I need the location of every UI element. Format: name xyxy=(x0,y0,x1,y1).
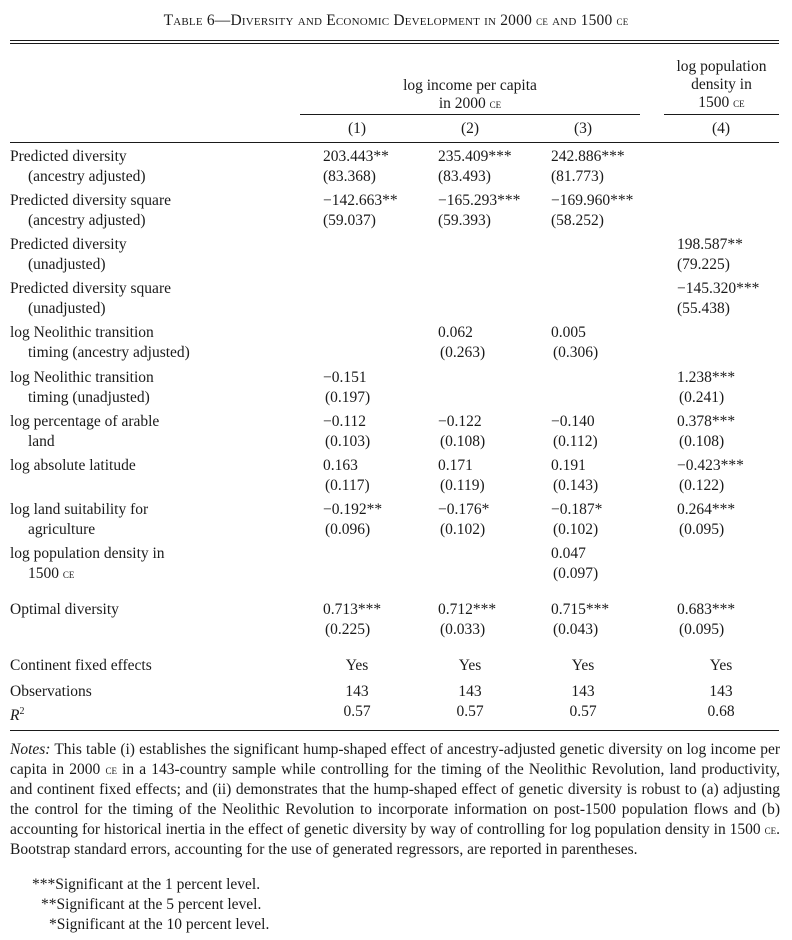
sig-note-10: *Significant at the 10 percent level. xyxy=(49,916,270,933)
row-label-line2: (unadjusted) xyxy=(28,256,106,273)
table-cell xyxy=(323,147,433,187)
header-group2-line1: log population xyxy=(676,58,767,75)
table-cell xyxy=(677,235,787,275)
table-cell xyxy=(438,323,548,363)
coefficient: 235.409*** xyxy=(438,148,512,165)
row-label-line2: (ancestry adjusted) xyxy=(28,212,146,229)
row-label-line2: timing (unadjusted) xyxy=(28,389,150,406)
coefficient: −0.192** xyxy=(323,501,383,518)
row-label-line1: log percentage of arable xyxy=(10,413,160,430)
coefficient: 0.062 xyxy=(438,324,473,341)
coefficient: 0.713*** xyxy=(323,601,382,618)
std-error: (0.095) xyxy=(679,621,725,638)
std-error: (0.102) xyxy=(440,521,486,538)
row-label xyxy=(10,235,127,275)
bottom-rule xyxy=(10,730,779,731)
coefficient: −0.122 xyxy=(438,413,482,430)
table-cell xyxy=(438,147,548,187)
table-cell xyxy=(438,456,548,496)
notes-text: This table (i) establishes the significant hump-shaped effect of ancestry-adjusted genetic diversity on log income per capita in 2000 ce in a 143-country sample while controlling for the timing of the Neolithic Revolution, land productivity, and continent fixed effects; and (ii) demonstrates that the hump-shaped effect of genetic diversity is robust to (a) adjusting the control for the timing of the Neolithic Revolution to incorporate information on post-1500 population flows and (b) accounting for historical inertia in the effect of genetic diversity by way of controlling for log population density in 1500 ce. Bootstrap standard errors, accounting for the use of generated regressors, are reported in parentheses. xyxy=(10,741,780,858)
row-label xyxy=(10,191,171,231)
footer-cell: 0.57 xyxy=(343,703,371,720)
row-label xyxy=(10,368,154,408)
coefficient: 198.587** xyxy=(677,236,743,253)
row-label xyxy=(10,279,171,319)
table-cell xyxy=(677,368,787,408)
row-label-line1: log absolute latitude xyxy=(10,457,136,474)
std-error: (0.108) xyxy=(679,433,725,450)
header-rule xyxy=(10,142,779,143)
std-error: (0.263) xyxy=(440,344,486,361)
std-error: (0.102) xyxy=(553,521,599,538)
row-label-line1: log Neolithic transition xyxy=(10,369,154,386)
coefficient: −0.176* xyxy=(438,501,490,518)
coefficient: 0.712*** xyxy=(438,601,497,618)
col-header-4: (4) xyxy=(711,120,731,137)
table-cell xyxy=(323,191,433,231)
footer-row-label: Continent fixed effects xyxy=(10,657,152,674)
footer-cell: 143 xyxy=(458,683,482,700)
std-error: (0.108) xyxy=(440,433,486,450)
table-cell xyxy=(677,500,787,540)
row-label-line2: land xyxy=(28,433,55,450)
std-error: (0.103) xyxy=(325,433,371,450)
row-label xyxy=(10,456,136,476)
coefficient: 0.047 xyxy=(551,545,586,562)
std-error: (0.033) xyxy=(440,621,486,638)
row-label-line1: log Neolithic transition xyxy=(10,324,154,341)
table-cell xyxy=(323,412,433,452)
coefficient: 0.264*** xyxy=(677,501,736,518)
std-error: (0.117) xyxy=(325,477,370,494)
table-cell xyxy=(323,500,433,540)
table-notes xyxy=(10,740,780,860)
table-cell xyxy=(551,412,661,452)
col-header-2: (2) xyxy=(460,120,480,137)
coefficient: 0.378*** xyxy=(677,413,736,430)
table-cell xyxy=(551,500,661,540)
table-cell xyxy=(438,412,548,452)
coefficient: 203.443** xyxy=(323,148,389,165)
table-cell xyxy=(551,600,661,640)
top-rule xyxy=(10,40,779,41)
coefficient: −165.293*** xyxy=(438,192,521,209)
std-error: (0.095) xyxy=(679,521,725,538)
table-cell xyxy=(551,544,661,584)
row-label-line1: Predicted diversity square xyxy=(10,280,171,297)
coefficient: −0.151 xyxy=(323,369,367,386)
header-group2-line2: density in xyxy=(691,76,752,93)
table-cell xyxy=(438,191,548,231)
footer-cell: 0.68 xyxy=(707,703,735,720)
row-label-line2: 1500 ce xyxy=(28,565,75,582)
row-label-line1: log land suitability for xyxy=(10,501,149,518)
std-error: (0.306) xyxy=(553,344,599,361)
table-cell xyxy=(677,600,787,640)
row-label xyxy=(10,500,148,540)
coefficient: 242.886*** xyxy=(551,148,625,165)
footer-cell: 143 xyxy=(571,683,595,700)
row-label xyxy=(10,147,146,187)
row-label xyxy=(10,323,190,363)
header-group1-line1: log income per capita xyxy=(403,77,537,94)
table-cell xyxy=(323,456,433,496)
std-error: (0.197) xyxy=(325,389,371,406)
row-label-line1: Predicted diversity xyxy=(10,236,127,253)
coefficient: 0.191 xyxy=(551,457,586,474)
std-error: (0.225) xyxy=(325,621,371,638)
footer-row-label: Observations xyxy=(10,683,92,700)
std-error: (0.122) xyxy=(679,477,725,494)
col-header-3: (3) xyxy=(573,120,593,137)
coefficient: 0.171 xyxy=(438,457,473,474)
std-error: (55.438) xyxy=(677,300,730,317)
coefficient: 0.715*** xyxy=(551,601,610,618)
row-label-line1: Predicted diversity xyxy=(10,148,127,165)
group1-rule xyxy=(300,114,640,115)
header-group1 xyxy=(300,77,640,113)
row-label-line2: timing (ancestry adjusted) xyxy=(28,344,190,361)
coefficient: −0.423*** xyxy=(677,457,744,474)
table-title: Table 6—Diversity and Economic Development in 2000 ce and 1500 ce xyxy=(163,12,629,29)
col-header-1: (1) xyxy=(347,120,367,137)
sig-note-5: **Significant at the 5 percent level. xyxy=(41,896,262,913)
footer-cell: Yes xyxy=(571,657,595,674)
top-rule-double xyxy=(10,43,779,44)
footer-cell: 0.57 xyxy=(569,703,597,720)
coefficient: −169.960*** xyxy=(551,192,634,209)
std-error: (0.241) xyxy=(679,389,725,406)
table-cell xyxy=(551,191,661,231)
std-error: (0.119) xyxy=(440,477,485,494)
table-cell xyxy=(323,600,433,640)
notes-lead: Notes: xyxy=(10,741,51,758)
sig-note-1: ***Significant at the 1 percent level. xyxy=(32,876,261,893)
header-group2-line3: 1500 ce xyxy=(698,94,745,111)
coefficient: −145.320*** xyxy=(677,280,760,297)
std-error: (0.143) xyxy=(553,477,599,494)
header-group1-line2: in 2000 ce xyxy=(438,95,502,112)
row-label xyxy=(10,600,119,620)
coefficient: −0.140 xyxy=(551,413,595,430)
table-cell xyxy=(677,279,787,319)
std-error: (83.368) xyxy=(323,168,376,185)
footer-row-label: $R^2$ xyxy=(10,706,25,725)
header-group2 xyxy=(664,58,779,112)
coefficient: 1.238*** xyxy=(677,369,736,386)
row-label xyxy=(10,412,159,452)
std-error: (79.225) xyxy=(677,256,730,273)
std-error: (81.773) xyxy=(551,168,604,185)
row-label xyxy=(10,544,165,584)
table-cell xyxy=(551,147,661,187)
std-error: (59.037) xyxy=(323,212,376,229)
footer-cell: Yes xyxy=(345,657,369,674)
footer-cell: 0.57 xyxy=(456,703,484,720)
footer-cell: Yes xyxy=(709,657,733,674)
table-cell xyxy=(551,456,661,496)
row-label-line1: log population density in xyxy=(10,545,165,562)
row-label-line2: (ancestry adjusted) xyxy=(28,168,146,185)
footer-cell: 143 xyxy=(709,683,733,700)
table-cell xyxy=(438,500,548,540)
coefficient: 0.005 xyxy=(551,324,586,341)
row-label-line2: (unadjusted) xyxy=(28,300,106,317)
row-label-line1: Optimal diversity xyxy=(10,601,119,618)
coefficient: 0.683*** xyxy=(677,601,736,618)
coefficient: 0.163 xyxy=(323,457,358,474)
std-error: (0.112) xyxy=(553,433,598,450)
table-cell xyxy=(551,323,661,363)
coefficient: −142.663** xyxy=(323,192,398,209)
table-cell xyxy=(438,600,548,640)
row-label-line2: agriculture xyxy=(28,521,96,538)
std-error: (0.097) xyxy=(553,565,599,582)
table-cell xyxy=(677,412,787,452)
table-cell xyxy=(323,368,433,408)
row-label-line1: Predicted diversity square xyxy=(10,192,171,209)
coefficient: −0.187* xyxy=(551,501,603,518)
footer-cell: Yes xyxy=(458,657,482,674)
table-cell xyxy=(677,456,787,496)
std-error: (58.252) xyxy=(551,212,604,229)
coefficient: −0.112 xyxy=(323,413,367,430)
group2-rule xyxy=(664,114,779,115)
std-error: (0.043) xyxy=(553,621,599,638)
std-error: (0.096) xyxy=(325,521,371,538)
footer-cell: 143 xyxy=(345,683,369,700)
std-error: (59.393) xyxy=(438,212,491,229)
std-error: (83.493) xyxy=(438,168,491,185)
